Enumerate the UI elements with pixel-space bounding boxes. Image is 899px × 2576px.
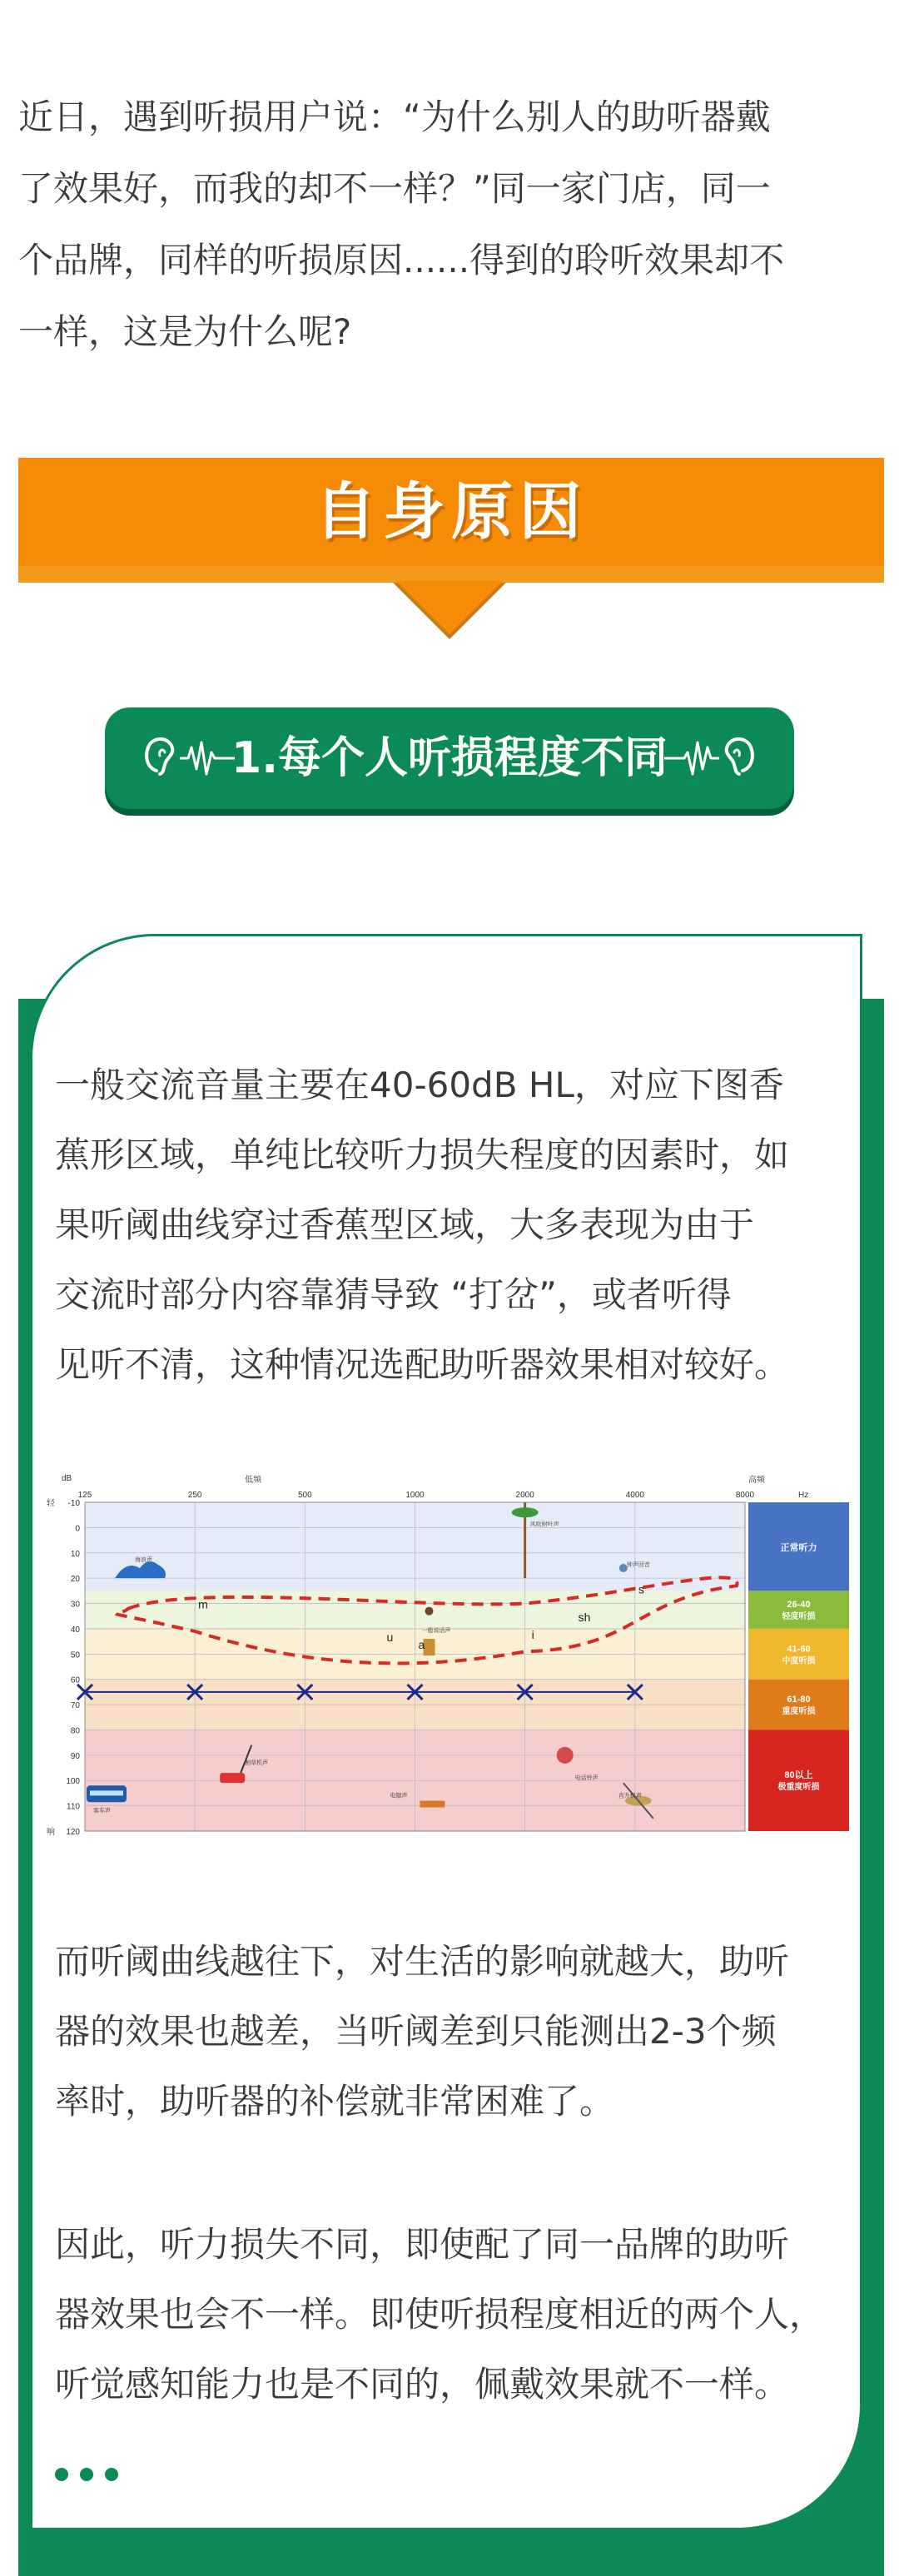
phoneme-label: i <box>531 1628 534 1642</box>
intro-line: 近日，遇到听损用户说：“为什么别人的助听器戴 <box>18 97 771 137</box>
text-line: 果听阈曲线穿过香蕉型区域，大多表现为由于 <box>55 1204 755 1245</box>
chainsaw-illustration <box>420 1801 445 1808</box>
y-bottom-label: 响 <box>47 1828 55 1837</box>
y-tick-label: 60 <box>70 1675 80 1685</box>
sound-label: 割草机声 <box>245 1760 269 1766</box>
zone-label: 26-40 <box>787 1600 811 1611</box>
text-line: 因此，听力损失不同，即使配了同一品牌的助听 <box>55 2224 790 2265</box>
y-tick-label: 0 <box>75 1524 80 1534</box>
paragraph-threshold <box>55 1927 854 2137</box>
zone-legend <box>748 1502 849 1831</box>
bus-illustration <box>90 1790 123 1795</box>
phoneme-label: m <box>198 1597 208 1611</box>
text-line: 听觉感知能力也是不同的，佩戴效果就不一样。 <box>55 2364 790 2405</box>
ear-wave-icon <box>661 731 761 786</box>
zone-sublabel: 重度听损 <box>782 1707 816 1717</box>
x-tick-label: 4000 <box>625 1491 644 1500</box>
phoneme-label: s <box>638 1582 644 1596</box>
x-tick-label: 2000 <box>515 1491 534 1500</box>
x-tick-label: 8000 <box>735 1491 755 1500</box>
text-line: 率时，助听器的补偿就非常困难了。 <box>55 2081 615 2122</box>
sound-label: 直升机声 <box>618 1793 642 1799</box>
sound-label: 海浪声 <box>135 1556 152 1563</box>
y-tick-label: 90 <box>70 1751 80 1761</box>
y-tick-label: 80 <box>70 1726 80 1736</box>
y-tick-label: 20 <box>70 1575 80 1585</box>
zone-label: 41-60 <box>787 1644 811 1655</box>
paragraph-conclusion <box>55 2210 854 2420</box>
text-line: 交流时部分内容靠猜导致 “打岔”，或者听得 <box>55 1274 732 1315</box>
telephone-illustration <box>557 1747 574 1764</box>
intro-line: 个品牌，同样的听损原因......得到的聆听效果却不 <box>18 240 785 280</box>
intro-line: 一样，这是为什么呢? <box>18 311 352 352</box>
y-unit-label: dB <box>62 1474 72 1483</box>
banner-title: 自身原因 <box>315 476 588 548</box>
sound-label: 钟声回音 <box>626 1562 650 1568</box>
x-unit-label: Hz <box>798 1491 809 1500</box>
x-low-label: 低频 <box>245 1476 262 1485</box>
x-tick-label: 250 <box>187 1491 202 1500</box>
lawnmower-illustration <box>220 1773 245 1783</box>
x-tick-label: 1000 <box>405 1491 425 1500</box>
tree-illustration <box>512 1507 539 1517</box>
zone-sublabel: 中度听损 <box>782 1656 816 1666</box>
sound-label: 电话铃声 <box>574 1775 599 1782</box>
phoneme-label: sh <box>578 1610 591 1624</box>
zone-label: 正常听力 <box>780 1543 817 1554</box>
text-line: 器的效果也越差，当听阈差到只能测出2-3个频 <box>55 2011 777 2052</box>
subsection-heading <box>105 707 794 809</box>
y-tick-label: 100 <box>66 1777 80 1787</box>
y-tick-label: 120 <box>66 1828 80 1837</box>
text-line: 蕉形区域，单纯比较听力损失程度的因素时，如 <box>55 1134 790 1175</box>
y-tick-label: 10 <box>70 1549 80 1559</box>
y-tick-label: -10 <box>67 1499 80 1508</box>
paragraph-speech-banana <box>55 1050 854 1400</box>
audiogram-chart <box>43 1465 849 1839</box>
speaker-illustration <box>425 1607 434 1616</box>
text-line: 一般交流音量主要在40-60dB HL，对应下图香 <box>55 1065 784 1105</box>
y-tick-label: 40 <box>70 1625 80 1635</box>
phoneme-label: u <box>386 1630 394 1645</box>
section-banner <box>18 458 884 583</box>
intro-line: 了效果好，而我的却不一样？”同一家门店，同一 <box>18 168 771 209</box>
text-line: 而听阈曲线越往下，对生活的影响就越大，助听 <box>55 1941 790 1982</box>
zone-label: 61-80 <box>787 1695 811 1705</box>
y-top-label: 轻 <box>47 1499 55 1508</box>
x-tick-label: 125 <box>77 1491 92 1500</box>
sound-label: 风吹树叶声 <box>529 1521 559 1528</box>
zone-sublabel: 极重度听损 <box>777 1783 820 1793</box>
text-line: 器效果也会不一样。即使听损程度相近的两个人， <box>55 2294 825 2335</box>
text-line: 见听不清，这种情况选配助听器效果相对较好。 <box>55 1344 790 1385</box>
x-high-label: 高频 <box>748 1476 765 1485</box>
intro-paragraph <box>18 82 884 368</box>
y-tick-label: 70 <box>70 1701 80 1711</box>
y-tick-label: 50 <box>70 1650 80 1660</box>
phoneme-label: a <box>418 1638 425 1652</box>
podium-illustration <box>424 1639 435 1655</box>
y-tick-label: 30 <box>70 1600 80 1610</box>
banner-pointer <box>396 581 503 634</box>
y-tick-label: 110 <box>67 1802 80 1812</box>
sound-label: 电锯声 <box>390 1793 408 1799</box>
subsection-title: 1.每个人听损程度不同 <box>231 733 668 783</box>
sound-label: 一般说话声 <box>421 1628 451 1634</box>
sound-label: 客车声 <box>93 1808 111 1814</box>
more-dots-icon <box>55 2468 155 2484</box>
x-tick-label: 500 <box>297 1491 312 1500</box>
zone-label: 80以上 <box>784 1770 813 1781</box>
zone-sublabel: 轻度听损 <box>782 1612 816 1622</box>
